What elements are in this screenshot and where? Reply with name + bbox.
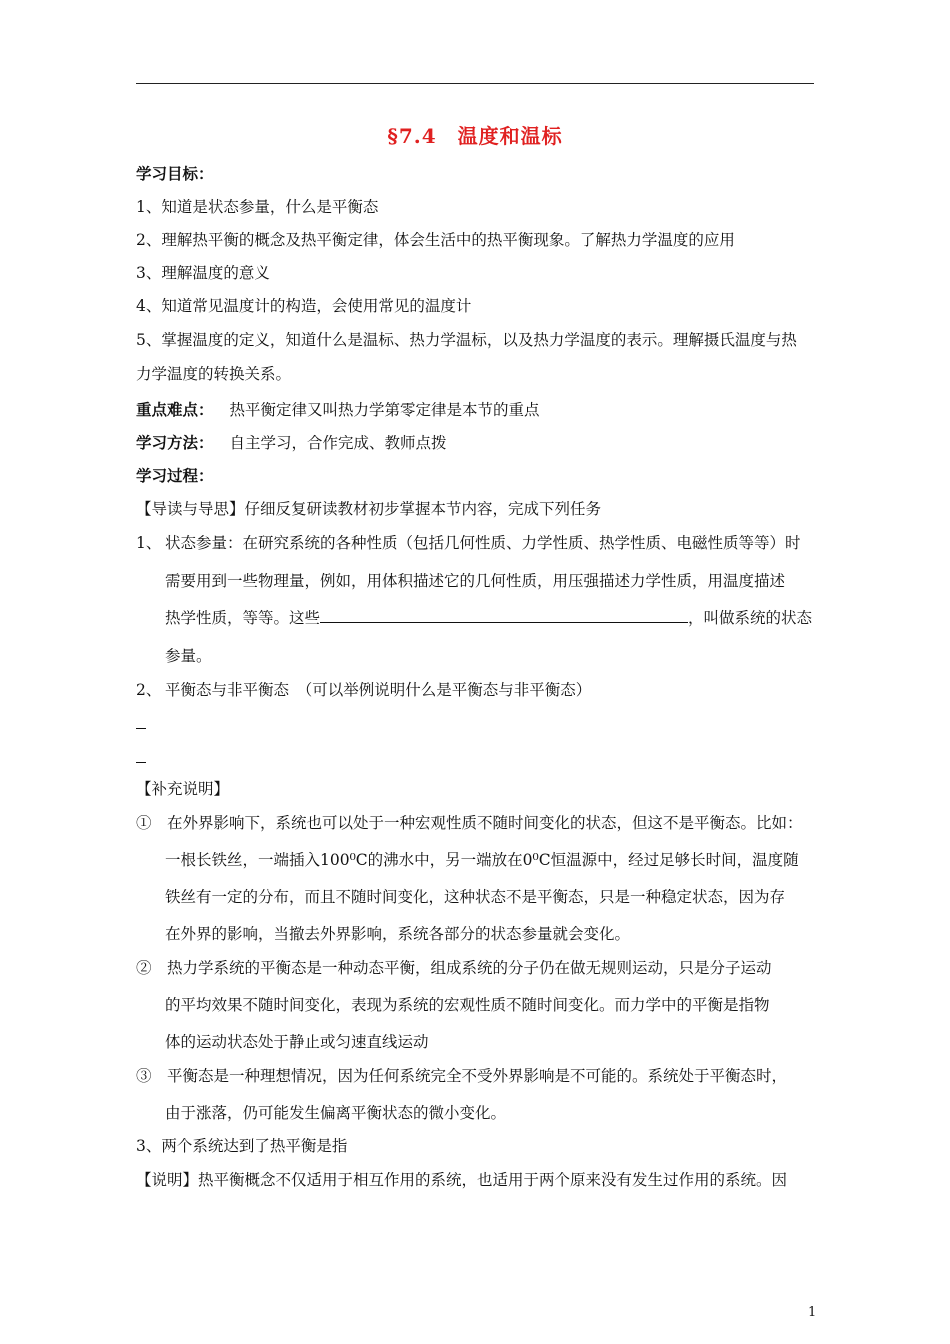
- supplement-p2-line2: 的平均效果不随时间变化，表现为系统的宏观性质不随时间变化。而力学中的平衡是指物: [165, 996, 770, 1014]
- study-method: [136, 433, 816, 453]
- objective-3: 3、理解温度的意义: [136, 264, 270, 282]
- page-number: 1: [808, 1305, 817, 1320]
- task2-number: 2、: [136, 681, 162, 699]
- task3-text: 3、两个系统达到了热平衡是指: [136, 1137, 348, 1155]
- task1-line3-post: ，叫做系统的状态: [688, 609, 813, 627]
- supplement-p3-line1: ③ 平衡态是一种理想情况，因为任何系统完全不受外界影响是不可能的。系统处于平衡态时，: [136, 1067, 788, 1085]
- supplement-p2-line3: 体的运动状态处于静止或匀速直线运动: [165, 1033, 429, 1051]
- fill-in-blank[interactable]: [320, 608, 688, 623]
- supplement-p1-line4: 在外界的影响，当撤去外界影响，系统各部分的状态参量就会变化。: [165, 925, 631, 943]
- task1-number: 1、: [136, 534, 162, 552]
- supplement-p3-line2: 由于涨落，仍可能发生偏离平衡状态的微小变化。: [165, 1104, 507, 1122]
- objectives-heading: 学习目标：: [136, 164, 214, 183]
- answer-line-1[interactable]: [136, 728, 146, 729]
- supplement-p1-line2: 一根长铁丝，一端插入100⁰C的沸水中，另一端放在0⁰C恒温源中，经过足够长时间，温度随: [165, 851, 799, 869]
- process-heading: 学习过程：: [136, 466, 214, 485]
- page-title: §7.4 温度和温标: [387, 124, 563, 148]
- answer-line-2[interactable]: [136, 762, 146, 763]
- supplement-p1-line3: 铁丝有一定的分布，而且不随时间变化，这种状态不是平衡态，只是一种稳定状态，因为存: [165, 888, 786, 906]
- task1-line1: 状态参量：在研究系统的各种性质（包括几何性质、力学性质、热学性质、电磁性质等等）时: [165, 534, 801, 552]
- objective-1: 1、知道是状态参量，什么是平衡态: [136, 198, 379, 216]
- supplement-p1-line1: ① 在外界影响下，系统也可以处于一种宏观性质不随时间变化的状态，但这不是平衡态。比如：: [136, 814, 803, 832]
- objective-4: 4、知道常见温度计的构造，会使用常见的温度计: [136, 297, 472, 315]
- supplement-p2-line1: ② 热力学系统的平衡态是一种动态平衡，组成系统的分子仍在做无规则运动，只是分子运动: [136, 959, 772, 977]
- task1-line2: 需要用到一些物理量，例如，用体积描述它的几何性质，用压强描述力学性质，用温度描述: [165, 572, 786, 590]
- header-rule: [136, 83, 814, 84]
- note-line: 【说明】热平衡概念不仅适用于相互作用的系统，也适用于两个原来没有发生过作用的系统。因: [136, 1171, 788, 1189]
- task1-line4: 参量。: [165, 647, 212, 665]
- study-method-label: 学习方法：: [136, 433, 214, 452]
- task1-line3-pre: 热学性质，等等。这些: [165, 609, 321, 627]
- task2-text: 平衡态与非平衡态 （可以举例说明什么是平衡态与非平衡态）: [165, 681, 592, 699]
- key-points: [136, 400, 816, 420]
- study-method-text: 自主学习，合作完成、教师点拨: [229, 434, 447, 452]
- objective-5-cont: 力学温度的转换关系。: [136, 365, 292, 383]
- key-points-text: 热平衡定律又叫热力学第零定律是本节的重点: [229, 401, 540, 419]
- objective-2: 2、理解热平衡的概念及热平衡定律，体会生活中的热平衡现象。了解热力学温度的应用: [136, 231, 735, 249]
- supplement-heading: 【补充说明】: [136, 780, 230, 798]
- guide-line: 【导读与导思】仔细反复研读教材初步掌握本节内容，完成下列任务: [136, 500, 602, 518]
- key-points-label: 重点难点：: [136, 400, 214, 419]
- task1-line3: [165, 608, 845, 628]
- objective-5: 5、掌握温度的定义，知道什么是温标、热力学温标，以及热力学温度的表示。理解摄氏温度与热: [136, 331, 797, 349]
